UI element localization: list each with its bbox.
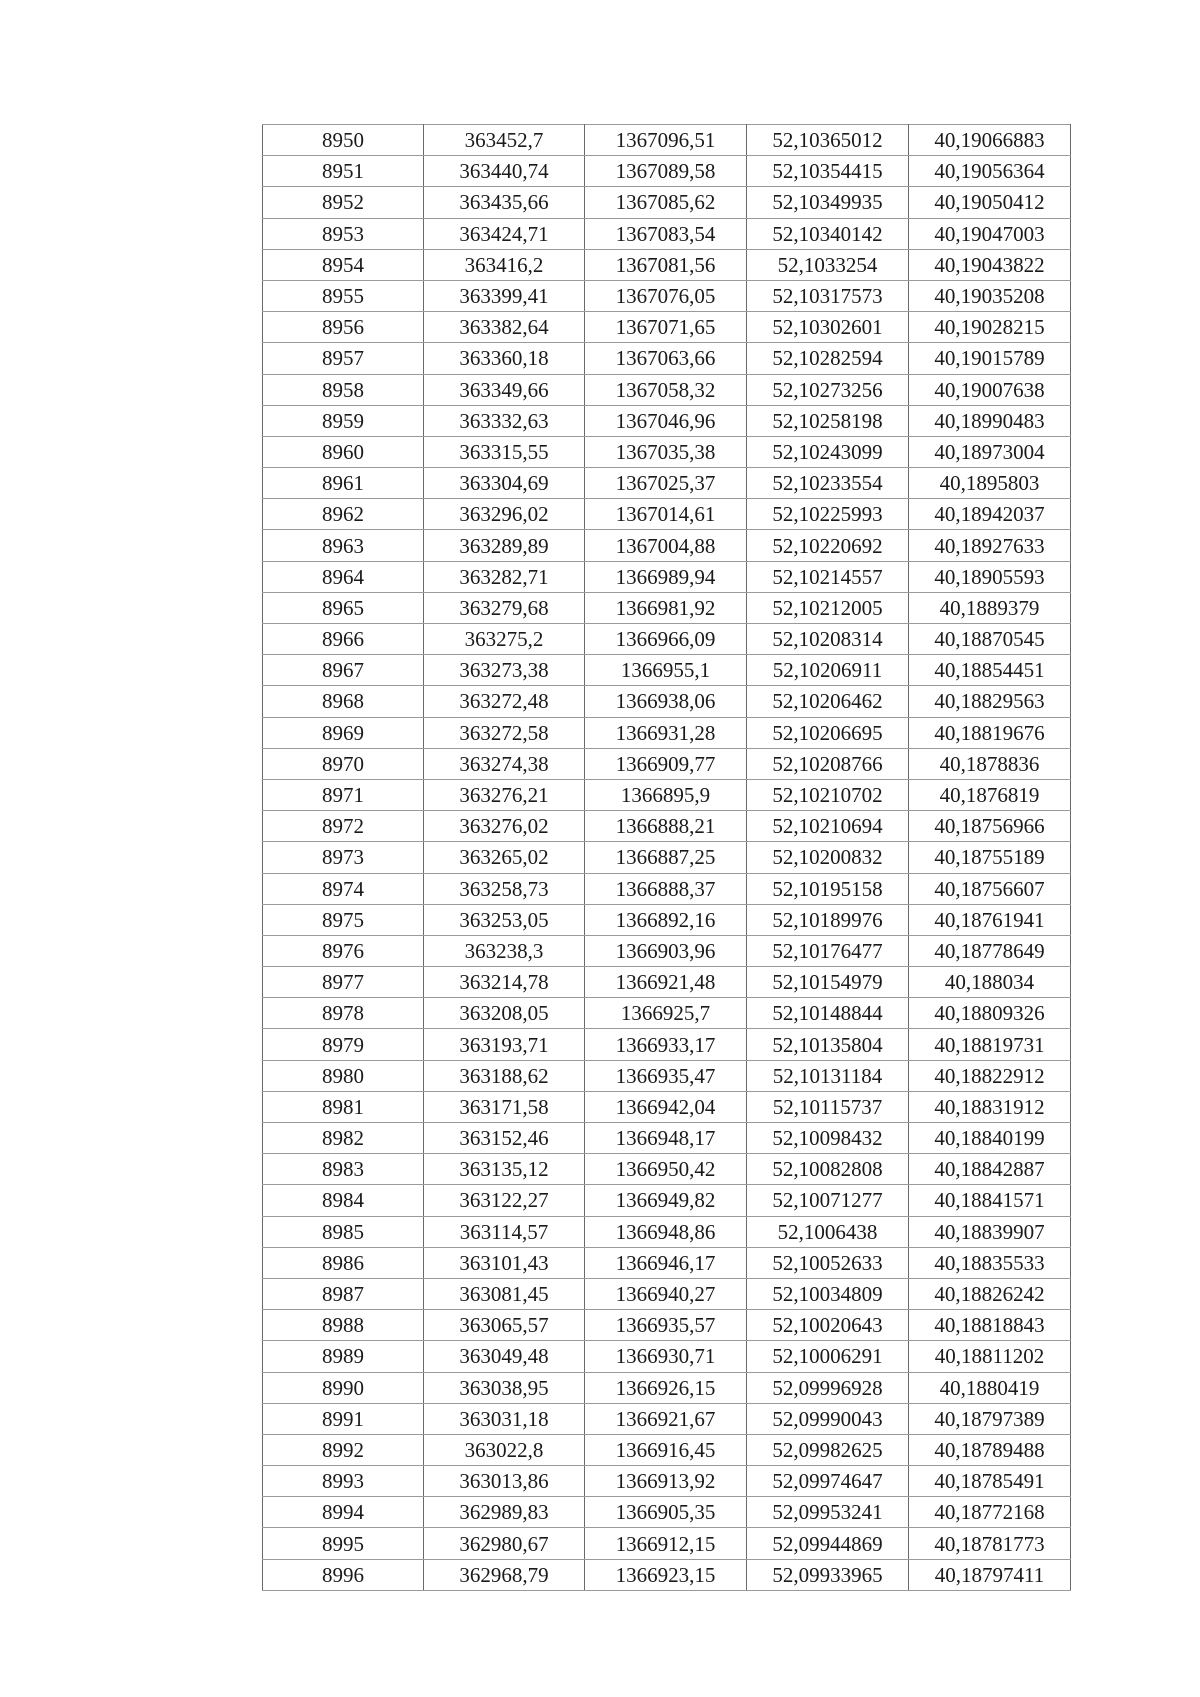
x-coordinate-cell: 363101,43 — [424, 1247, 585, 1278]
point-number-cell: 8996 — [263, 1559, 424, 1590]
point-number-cell: 8962 — [263, 499, 424, 530]
point-number-cell: 8991 — [263, 1403, 424, 1434]
y-coordinate-cell: 1366921,67 — [585, 1403, 747, 1434]
y-coordinate-cell: 1366923,15 — [585, 1559, 747, 1590]
x-coordinate-cell: 363193,71 — [424, 1029, 585, 1060]
latitude-cell: 52,10212005 — [747, 592, 909, 623]
longitude-cell: 40,18822912 — [909, 1060, 1071, 1091]
latitude-cell: 52,10210702 — [747, 779, 909, 810]
latitude-cell: 52,10220692 — [747, 530, 909, 561]
x-coordinate-cell: 363315,55 — [424, 436, 585, 467]
longitude-cell: 40,18818843 — [909, 1310, 1071, 1341]
x-coordinate-cell: 363038,95 — [424, 1372, 585, 1403]
point-number-cell: 8950 — [263, 125, 424, 156]
latitude-cell: 52,10148844 — [747, 998, 909, 1029]
y-coordinate-cell: 1366888,21 — [585, 811, 747, 842]
point-number-cell: 8994 — [263, 1497, 424, 1528]
point-number-cell: 8988 — [263, 1310, 424, 1341]
table-row — [263, 1029, 1071, 1060]
table-row — [263, 686, 1071, 717]
y-coordinate-cell: 1366888,37 — [585, 873, 747, 904]
point-number-cell: 8959 — [263, 405, 424, 436]
table-row — [263, 187, 1071, 218]
x-coordinate-cell: 363276,21 — [424, 779, 585, 810]
y-coordinate-cell: 1366931,28 — [585, 717, 747, 748]
longitude-cell: 40,18797411 — [909, 1559, 1071, 1590]
longitude-cell: 40,18841571 — [909, 1185, 1071, 1216]
longitude-cell: 40,18973004 — [909, 436, 1071, 467]
x-coordinate-cell: 363031,18 — [424, 1403, 585, 1434]
longitude-cell: 40,18842887 — [909, 1154, 1071, 1185]
x-coordinate-cell: 363452,7 — [424, 125, 585, 156]
y-coordinate-cell: 1366912,15 — [585, 1528, 747, 1559]
y-coordinate-cell: 1366935,57 — [585, 1310, 747, 1341]
latitude-cell: 52,10208766 — [747, 748, 909, 779]
latitude-cell: 52,10206695 — [747, 717, 909, 748]
x-coordinate-cell: 363152,46 — [424, 1123, 585, 1154]
table-row — [263, 1091, 1071, 1122]
table-row — [263, 374, 1071, 405]
point-number-cell: 8979 — [263, 1029, 424, 1060]
table-row — [263, 1185, 1071, 1216]
y-coordinate-cell: 1366949,82 — [585, 1185, 747, 1216]
latitude-cell: 52,09933965 — [747, 1559, 909, 1590]
latitude-cell: 52,10214557 — [747, 561, 909, 592]
latitude-cell: 52,10098432 — [747, 1123, 909, 1154]
x-coordinate-cell: 363272,58 — [424, 717, 585, 748]
point-number-cell: 8977 — [263, 967, 424, 998]
x-coordinate-cell: 363013,86 — [424, 1466, 585, 1497]
point-number-cell: 8953 — [263, 218, 424, 249]
latitude-cell: 52,10210694 — [747, 811, 909, 842]
y-coordinate-cell: 1366981,92 — [585, 592, 747, 623]
longitude-cell: 40,18781773 — [909, 1528, 1071, 1559]
table-row — [263, 1341, 1071, 1372]
point-number-cell: 8954 — [263, 249, 424, 280]
latitude-cell: 52,10195158 — [747, 873, 909, 904]
table-row — [263, 436, 1071, 467]
point-number-cell: 8984 — [263, 1185, 424, 1216]
x-coordinate-cell: 363279,68 — [424, 592, 585, 623]
point-number-cell: 8978 — [263, 998, 424, 1029]
point-number-cell: 8963 — [263, 530, 424, 561]
y-coordinate-cell: 1366892,16 — [585, 904, 747, 935]
x-coordinate-cell: 363274,38 — [424, 748, 585, 779]
latitude-cell: 52,1006438 — [747, 1216, 909, 1247]
x-coordinate-cell: 363332,63 — [424, 405, 585, 436]
y-coordinate-cell: 1367081,56 — [585, 249, 747, 280]
longitude-cell: 40,18870545 — [909, 624, 1071, 655]
longitude-cell: 40,18829563 — [909, 686, 1071, 717]
x-coordinate-cell: 363022,8 — [424, 1434, 585, 1465]
y-coordinate-cell: 1366989,94 — [585, 561, 747, 592]
table-row — [263, 1216, 1071, 1247]
table-row — [263, 967, 1071, 998]
y-coordinate-cell: 1367071,65 — [585, 312, 747, 343]
coordinates-table-body — [263, 125, 1071, 1591]
y-coordinate-cell: 1367046,96 — [585, 405, 747, 436]
latitude-cell: 52,09982625 — [747, 1434, 909, 1465]
point-number-cell: 8987 — [263, 1278, 424, 1309]
y-coordinate-cell: 1367058,32 — [585, 374, 747, 405]
point-number-cell: 8990 — [263, 1372, 424, 1403]
x-coordinate-cell: 363135,12 — [424, 1154, 585, 1185]
x-coordinate-cell: 363304,69 — [424, 468, 585, 499]
longitude-cell: 40,19066883 — [909, 125, 1071, 156]
x-coordinate-cell: 362968,79 — [424, 1559, 585, 1590]
longitude-cell: 40,18756607 — [909, 873, 1071, 904]
y-coordinate-cell: 1366909,77 — [585, 748, 747, 779]
y-coordinate-cell: 1366925,7 — [585, 998, 747, 1029]
y-coordinate-cell: 1366887,25 — [585, 842, 747, 873]
y-coordinate-cell: 1367089,58 — [585, 156, 747, 187]
longitude-cell: 40,18831912 — [909, 1091, 1071, 1122]
y-coordinate-cell: 1366921,48 — [585, 967, 747, 998]
x-coordinate-cell: 363360,18 — [424, 343, 585, 374]
point-number-cell: 8965 — [263, 592, 424, 623]
table-row — [263, 1528, 1071, 1559]
table-row — [263, 873, 1071, 904]
longitude-cell: 40,19015789 — [909, 343, 1071, 374]
x-coordinate-cell: 363238,3 — [424, 935, 585, 966]
y-coordinate-cell: 1366966,09 — [585, 624, 747, 655]
x-coordinate-cell: 363049,48 — [424, 1341, 585, 1372]
latitude-cell: 52,10273256 — [747, 374, 909, 405]
table-row — [263, 811, 1071, 842]
y-coordinate-cell: 1367063,66 — [585, 343, 747, 374]
latitude-cell: 52,10006291 — [747, 1341, 909, 1372]
latitude-cell: 52,10131184 — [747, 1060, 909, 1091]
y-coordinate-cell: 1366916,45 — [585, 1434, 747, 1465]
longitude-cell: 40,1889379 — [909, 592, 1071, 623]
y-coordinate-cell: 1367025,37 — [585, 468, 747, 499]
table-row — [263, 1310, 1071, 1341]
y-coordinate-cell: 1367014,61 — [585, 499, 747, 530]
x-coordinate-cell: 363273,38 — [424, 655, 585, 686]
x-coordinate-cell: 363276,02 — [424, 811, 585, 842]
x-coordinate-cell: 363289,89 — [424, 530, 585, 561]
table-row — [263, 779, 1071, 810]
longitude-cell: 40,19035208 — [909, 280, 1071, 311]
table-row — [263, 405, 1071, 436]
x-coordinate-cell: 363399,41 — [424, 280, 585, 311]
longitude-cell: 40,188034 — [909, 967, 1071, 998]
longitude-cell: 40,18785491 — [909, 1466, 1071, 1497]
latitude-cell: 52,10349935 — [747, 187, 909, 218]
latitude-cell: 52,09974647 — [747, 1466, 909, 1497]
x-coordinate-cell: 363208,05 — [424, 998, 585, 1029]
y-coordinate-cell: 1367085,62 — [585, 187, 747, 218]
longitude-cell: 40,18756966 — [909, 811, 1071, 842]
table-row — [263, 249, 1071, 280]
point-number-cell: 8958 — [263, 374, 424, 405]
y-coordinate-cell: 1366913,92 — [585, 1466, 747, 1497]
y-coordinate-cell: 1366903,96 — [585, 935, 747, 966]
y-coordinate-cell: 1366933,17 — [585, 1029, 747, 1060]
point-number-cell: 8995 — [263, 1528, 424, 1559]
point-number-cell: 8966 — [263, 624, 424, 655]
table-row — [263, 1559, 1071, 1590]
x-coordinate-cell: 363440,74 — [424, 156, 585, 187]
latitude-cell: 52,10225993 — [747, 499, 909, 530]
longitude-cell: 40,19047003 — [909, 218, 1071, 249]
latitude-cell: 52,10135804 — [747, 1029, 909, 1060]
latitude-cell: 52,10034809 — [747, 1278, 909, 1309]
latitude-cell: 52,10082808 — [747, 1154, 909, 1185]
y-coordinate-cell: 1366940,27 — [585, 1278, 747, 1309]
point-number-cell: 8989 — [263, 1341, 424, 1372]
latitude-cell: 52,10208314 — [747, 624, 909, 655]
longitude-cell: 40,18797389 — [909, 1403, 1071, 1434]
longitude-cell: 40,19050412 — [909, 187, 1071, 218]
point-number-cell: 8985 — [263, 1216, 424, 1247]
point-number-cell: 8981 — [263, 1091, 424, 1122]
y-coordinate-cell: 1366905,35 — [585, 1497, 747, 1528]
y-coordinate-cell: 1366946,17 — [585, 1247, 747, 1278]
latitude-cell: 52,09996928 — [747, 1372, 909, 1403]
point-number-cell: 8973 — [263, 842, 424, 873]
point-number-cell: 8964 — [263, 561, 424, 592]
table-row — [263, 1466, 1071, 1497]
x-coordinate-cell: 363349,66 — [424, 374, 585, 405]
table-row — [263, 1278, 1071, 1309]
point-number-cell: 8975 — [263, 904, 424, 935]
x-coordinate-cell: 363296,02 — [424, 499, 585, 530]
latitude-cell: 52,09944869 — [747, 1528, 909, 1559]
y-coordinate-cell: 1366950,42 — [585, 1154, 747, 1185]
longitude-cell: 40,18755189 — [909, 842, 1071, 873]
point-number-cell: 8993 — [263, 1466, 424, 1497]
latitude-cell: 52,09953241 — [747, 1497, 909, 1528]
x-coordinate-cell: 363282,71 — [424, 561, 585, 592]
longitude-cell: 40,18819676 — [909, 717, 1071, 748]
longitude-cell: 40,18778649 — [909, 935, 1071, 966]
y-coordinate-cell: 1366955,1 — [585, 655, 747, 686]
x-coordinate-cell: 363114,57 — [424, 1216, 585, 1247]
point-number-cell: 8969 — [263, 717, 424, 748]
table-row — [263, 280, 1071, 311]
point-number-cell: 8952 — [263, 187, 424, 218]
y-coordinate-cell: 1366948,86 — [585, 1216, 747, 1247]
longitude-cell: 40,18809326 — [909, 998, 1071, 1029]
point-number-cell: 8983 — [263, 1154, 424, 1185]
table-row — [263, 1403, 1071, 1434]
point-number-cell: 8986 — [263, 1247, 424, 1278]
x-coordinate-cell: 363272,48 — [424, 686, 585, 717]
point-number-cell: 8967 — [263, 655, 424, 686]
point-number-cell: 8980 — [263, 1060, 424, 1091]
x-coordinate-cell: 363275,2 — [424, 624, 585, 655]
longitude-cell: 40,19056364 — [909, 156, 1071, 187]
table-row — [263, 1497, 1071, 1528]
y-coordinate-cell: 1366942,04 — [585, 1091, 747, 1122]
table-row — [263, 998, 1071, 1029]
y-coordinate-cell: 1367076,05 — [585, 280, 747, 311]
point-number-cell: 8955 — [263, 280, 424, 311]
longitude-cell: 40,18811202 — [909, 1341, 1071, 1372]
table-row — [263, 624, 1071, 655]
x-coordinate-cell: 363214,78 — [424, 967, 585, 998]
latitude-cell: 52,10243099 — [747, 436, 909, 467]
latitude-cell: 52,10282594 — [747, 343, 909, 374]
table-row — [263, 904, 1071, 935]
coordinates-table — [262, 124, 1071, 1591]
latitude-cell: 52,10233554 — [747, 468, 909, 499]
longitude-cell: 40,18789488 — [909, 1434, 1071, 1465]
x-coordinate-cell: 363253,05 — [424, 904, 585, 935]
table-row — [263, 748, 1071, 779]
x-coordinate-cell: 363171,58 — [424, 1091, 585, 1122]
y-coordinate-cell: 1367096,51 — [585, 125, 747, 156]
table-row — [263, 312, 1071, 343]
longitude-cell: 40,1876819 — [909, 779, 1071, 810]
y-coordinate-cell: 1367035,38 — [585, 436, 747, 467]
latitude-cell: 52,10052633 — [747, 1247, 909, 1278]
point-number-cell: 8957 — [263, 343, 424, 374]
latitude-cell: 52,10176477 — [747, 935, 909, 966]
longitude-cell: 40,18927633 — [909, 530, 1071, 561]
x-coordinate-cell: 363258,73 — [424, 873, 585, 904]
table-row — [263, 717, 1071, 748]
point-number-cell: 8968 — [263, 686, 424, 717]
x-coordinate-cell: 363416,2 — [424, 249, 585, 280]
point-number-cell: 8961 — [263, 468, 424, 499]
y-coordinate-cell: 1366930,71 — [585, 1341, 747, 1372]
longitude-cell: 40,18772168 — [909, 1497, 1071, 1528]
table-row — [263, 530, 1071, 561]
x-coordinate-cell: 363435,66 — [424, 187, 585, 218]
longitude-cell: 40,18905593 — [909, 561, 1071, 592]
longitude-cell: 40,18761941 — [909, 904, 1071, 935]
longitude-cell: 40,19007638 — [909, 374, 1071, 405]
x-coordinate-cell: 363065,57 — [424, 1310, 585, 1341]
latitude-cell: 52,10206911 — [747, 655, 909, 686]
latitude-cell: 52,10200832 — [747, 842, 909, 873]
y-coordinate-cell: 1366938,06 — [585, 686, 747, 717]
table-row — [263, 1154, 1071, 1185]
y-coordinate-cell: 1366935,47 — [585, 1060, 747, 1091]
latitude-cell: 52,10365012 — [747, 125, 909, 156]
point-number-cell: 8970 — [263, 748, 424, 779]
table-row — [263, 125, 1071, 156]
longitude-cell: 40,1895803 — [909, 468, 1071, 499]
table-row — [263, 592, 1071, 623]
x-coordinate-cell: 362980,67 — [424, 1528, 585, 1559]
point-number-cell: 8951 — [263, 156, 424, 187]
table-row — [263, 935, 1071, 966]
point-number-cell: 8974 — [263, 873, 424, 904]
x-coordinate-cell: 363382,64 — [424, 312, 585, 343]
latitude-cell: 52,10317573 — [747, 280, 909, 311]
latitude-cell: 52,10340142 — [747, 218, 909, 249]
x-coordinate-cell: 363081,45 — [424, 1278, 585, 1309]
longitude-cell: 40,18819731 — [909, 1029, 1071, 1060]
point-number-cell: 8992 — [263, 1434, 424, 1465]
table-row — [263, 1434, 1071, 1465]
x-coordinate-cell: 363265,02 — [424, 842, 585, 873]
longitude-cell: 40,18826242 — [909, 1278, 1071, 1309]
point-number-cell: 8972 — [263, 811, 424, 842]
longitude-cell: 40,1878836 — [909, 748, 1071, 779]
point-number-cell: 8976 — [263, 935, 424, 966]
y-coordinate-cell: 1366948,17 — [585, 1123, 747, 1154]
table-row — [263, 842, 1071, 873]
longitude-cell: 40,18840199 — [909, 1123, 1071, 1154]
longitude-cell: 40,19043822 — [909, 249, 1071, 280]
latitude-cell: 52,10206462 — [747, 686, 909, 717]
table-row — [263, 499, 1071, 530]
y-coordinate-cell: 1366926,15 — [585, 1372, 747, 1403]
latitude-cell: 52,10302601 — [747, 312, 909, 343]
table-row — [263, 156, 1071, 187]
table-row — [263, 1123, 1071, 1154]
latitude-cell: 52,10189976 — [747, 904, 909, 935]
longitude-cell: 40,18854451 — [909, 655, 1071, 686]
y-coordinate-cell: 1367004,88 — [585, 530, 747, 561]
point-number-cell: 8960 — [263, 436, 424, 467]
longitude-cell: 40,18839907 — [909, 1216, 1071, 1247]
table-row — [263, 1372, 1071, 1403]
x-coordinate-cell: 363122,27 — [424, 1185, 585, 1216]
longitude-cell: 40,19028215 — [909, 312, 1071, 343]
table-row — [263, 1247, 1071, 1278]
table-row — [263, 655, 1071, 686]
y-coordinate-cell: 1366895,9 — [585, 779, 747, 810]
longitude-cell: 40,18990483 — [909, 405, 1071, 436]
latitude-cell: 52,09990043 — [747, 1403, 909, 1434]
y-coordinate-cell: 1367083,54 — [585, 218, 747, 249]
latitude-cell: 52,10354415 — [747, 156, 909, 187]
longitude-cell: 40,18835533 — [909, 1247, 1071, 1278]
longitude-cell: 40,1880419 — [909, 1372, 1071, 1403]
table-row — [263, 561, 1071, 592]
longitude-cell: 40,18942037 — [909, 499, 1071, 530]
x-coordinate-cell: 363188,62 — [424, 1060, 585, 1091]
point-number-cell: 8971 — [263, 779, 424, 810]
latitude-cell: 52,10071277 — [747, 1185, 909, 1216]
latitude-cell: 52,1033254 — [747, 249, 909, 280]
point-number-cell: 8956 — [263, 312, 424, 343]
latitude-cell: 52,10154979 — [747, 967, 909, 998]
latitude-cell: 52,10258198 — [747, 405, 909, 436]
latitude-cell: 52,10020643 — [747, 1310, 909, 1341]
table-row — [263, 468, 1071, 499]
table-row — [263, 218, 1071, 249]
point-number-cell: 8982 — [263, 1123, 424, 1154]
table-row — [263, 1060, 1071, 1091]
table-row — [263, 343, 1071, 374]
x-coordinate-cell: 362989,83 — [424, 1497, 585, 1528]
x-coordinate-cell: 363424,71 — [424, 218, 585, 249]
latitude-cell: 52,10115737 — [747, 1091, 909, 1122]
